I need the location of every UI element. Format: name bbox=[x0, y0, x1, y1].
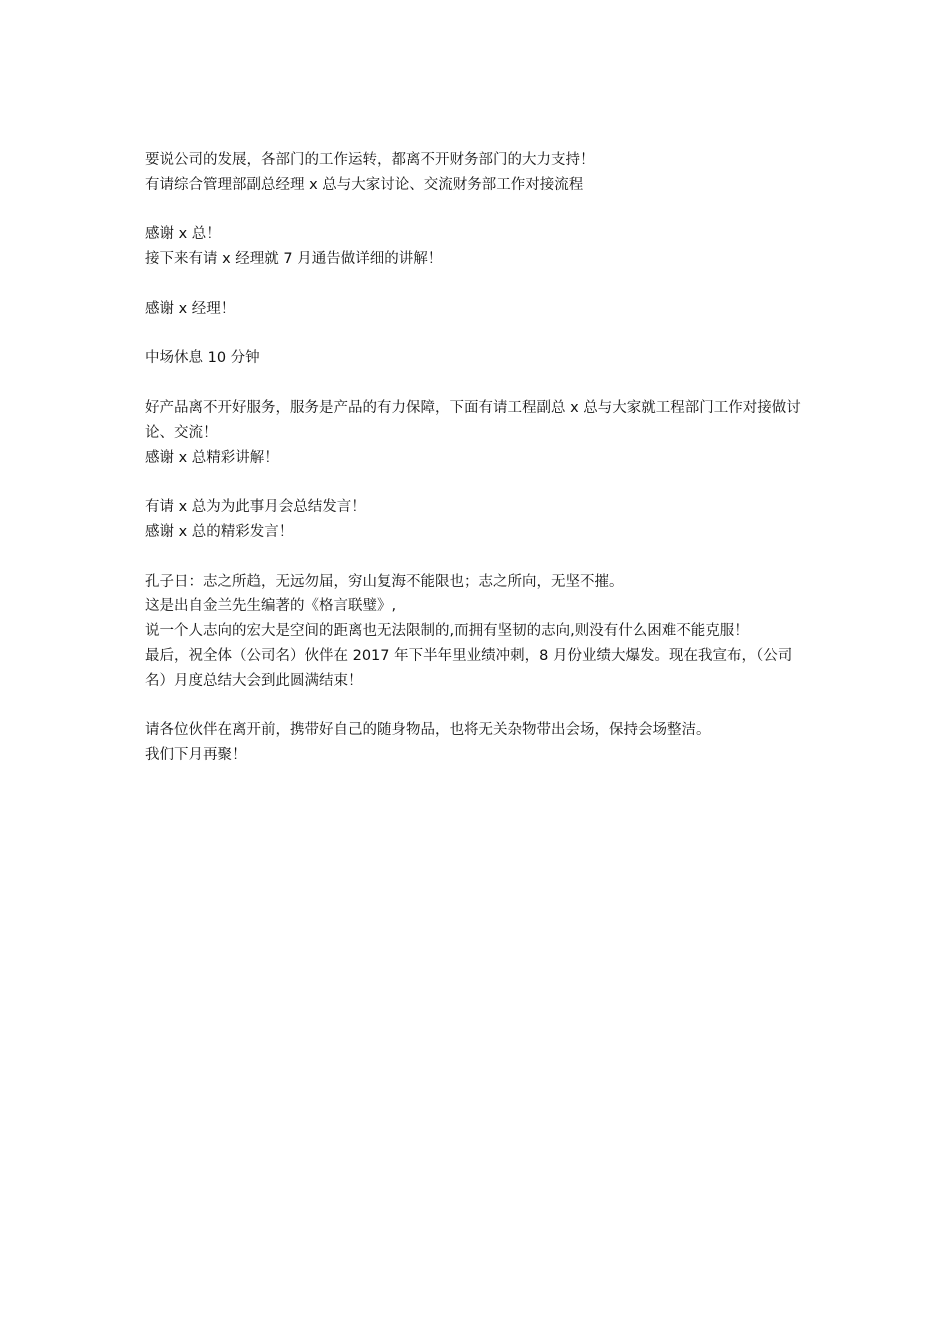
text-line: 有请综合管理部副总经理 x 总与大家讨论、交流财务部工作对接流程 bbox=[145, 176, 584, 193]
text-line: 好产品离不开好服务，服务是产品的有力保障，下面有请工程副总 x 总与大家就工程部门工作对接做讨论、交流！ bbox=[145, 399, 801, 441]
paragraph-closing-quote bbox=[145, 570, 810, 694]
text-line: 感谢 x 总的精彩发言！ bbox=[145, 523, 294, 540]
paragraph-farewell bbox=[145, 718, 810, 768]
text-line: 我们下月再聚！ bbox=[145, 747, 247, 764]
paragraph-thanks-manager bbox=[145, 222, 810, 272]
document-body bbox=[145, 148, 810, 793]
text-line: 说一个人志向的宏大是空间的距离也无法限制的,而拥有坚韧的志向,则没有什么困难不能克服！ bbox=[145, 623, 749, 640]
text-line: 感谢 x 经理！ bbox=[145, 300, 236, 317]
text-line: 接下来有请 x 经理就 7 月通告做详细的讲解！ bbox=[145, 251, 443, 268]
text-line: 感谢 x 总！ bbox=[145, 226, 221, 243]
paragraph-summary-speech bbox=[145, 495, 810, 545]
text-line: 最后，祝全体（公司名）伙伴在 2017 年下半年里业绩冲刺，8 月份业绩大爆发。现在我宣布，（公司名）月度总结大会到此圆满结束！ bbox=[145, 647, 793, 689]
text-line: 请各位伙伴在离开前，携带好自己的随身物品，也将无关杂物带出会场，保持会场整洁。 bbox=[145, 722, 711, 739]
paragraph-finance-intro bbox=[145, 148, 810, 198]
text-line: 这是出自金兰先生编著的《格言联璧》, bbox=[145, 598, 397, 615]
paragraph-engineering bbox=[145, 396, 810, 470]
text-line: 要说公司的发展，各部门的工作运转，都离不开财务部门的大力支持！ bbox=[145, 152, 595, 168]
paragraph-thanks-x-manager bbox=[145, 297, 810, 322]
paragraph-break bbox=[145, 346, 810, 371]
text-line: 感谢 x 总精彩讲解！ bbox=[145, 449, 279, 466]
text-line: 有请 x 总为为此事月会总结发言！ bbox=[145, 499, 366, 516]
text-line: 中场休息 10 分钟 bbox=[145, 350, 260, 367]
text-line: 孔子日：志之所趋，无远勿届，穷山复海不能限也；志之所向，无坚不摧。 bbox=[145, 573, 624, 590]
